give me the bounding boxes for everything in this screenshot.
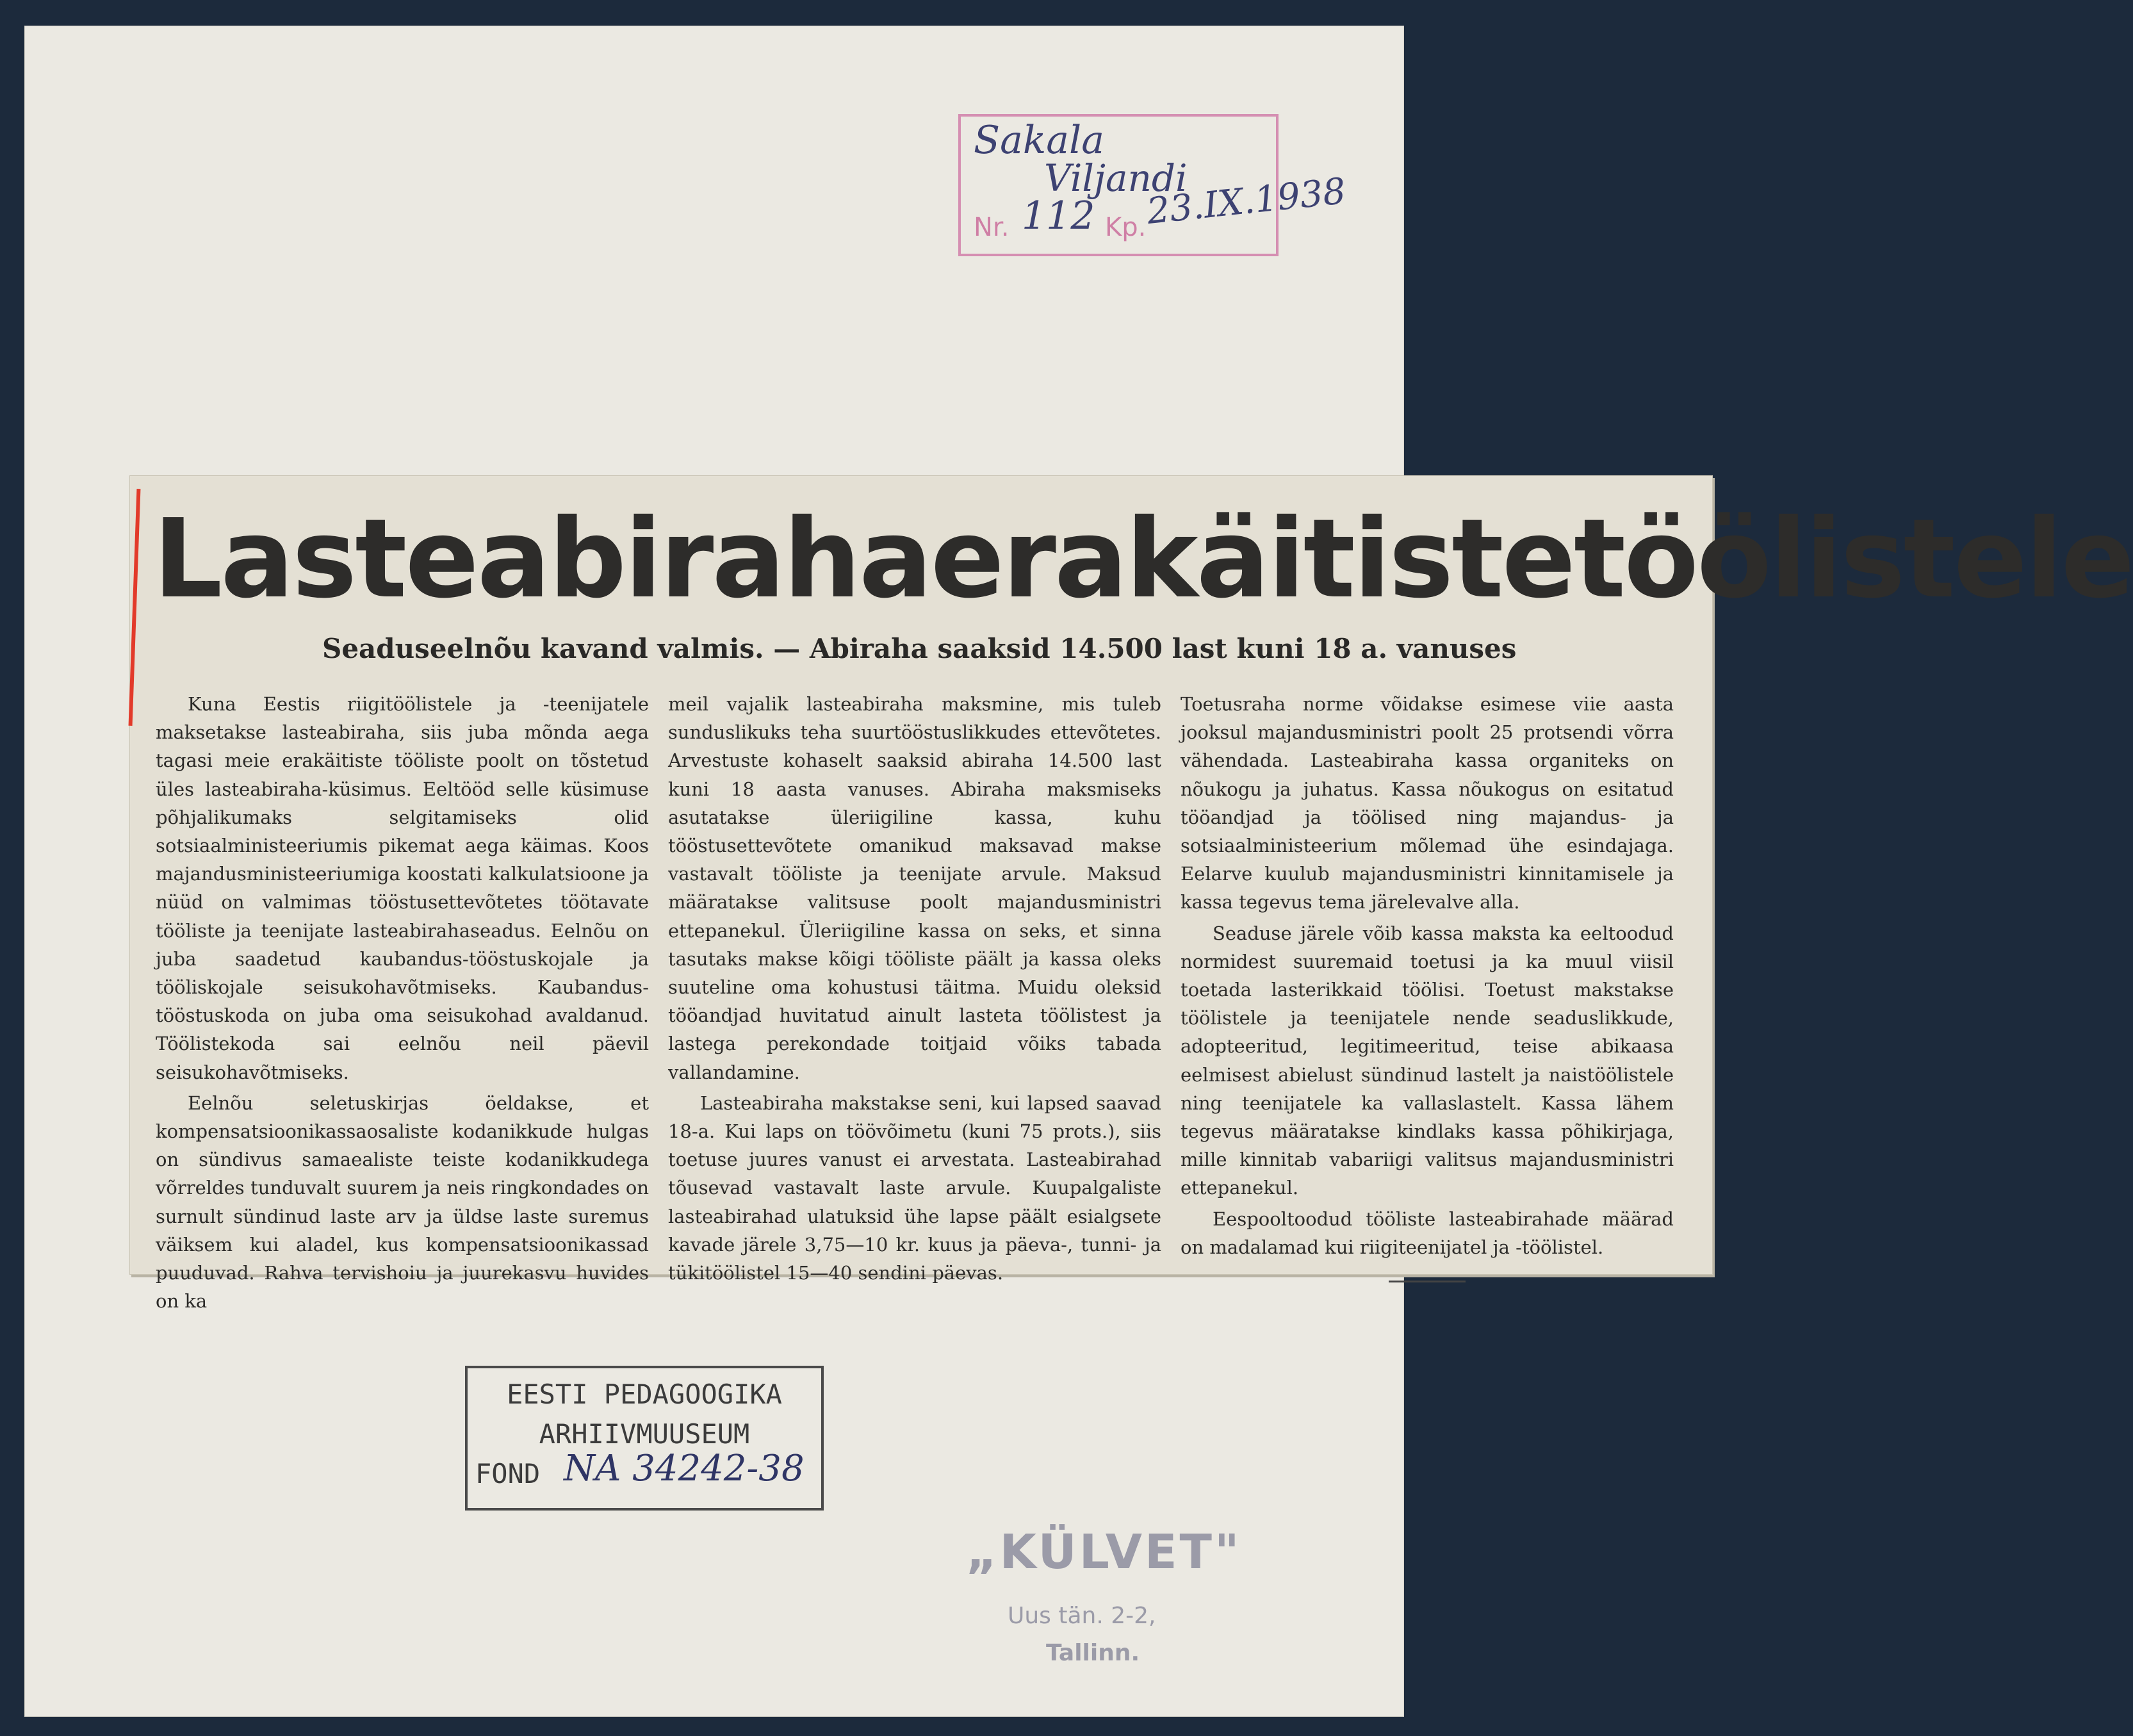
- kp-label: Kp.: [1105, 213, 1147, 242]
- article-column-1: [156, 690, 649, 1313]
- source-stamp: [958, 114, 1348, 256]
- handwritten-newspaper: Sakala: [974, 118, 1104, 163]
- fond-value: NA 34242-38: [564, 1448, 805, 1489]
- paragraph: Eelnõu seletuskirjas öeldakse, et kompensatsioonikassaosaliste kodanikkude hulgas on sündivus samaealiste teiste kodanikkudega võrreldes tunduvalt suurem ja neis ringkondades on surnult sündinud laste arv ja üldse laste suremus väiksem kui aladel, kus kompensatsioonikassad puuduvad. Rahva tervishoiu ja juurekasvu huvides on ka: [156, 1092, 649, 1313]
- kp-value: 23.IX.1938: [1145, 170, 1348, 233]
- end-rule: [1389, 1281, 1466, 1282]
- archive-stamp: [465, 1366, 824, 1511]
- red-pencil-mark: [129, 489, 141, 726]
- kulvet-stamp-city: Tallinn.: [1046, 1640, 1140, 1666]
- paragraph: Kuna Eestis riigitöölistele ja -teenijatele maksetakse lasteabiraha, siis juba mõnda aega tagasi meie erakäitiste tööliste poolt on tõstetud üles lasteabiraha-küsimus. Eeltööd selle küsimuse põhjalikumaks selgitamiseks olid sotsiaalministeeriumis pikemat aega käimas. Koos majandusministeeriumiga koostati kalkulatsioone ja nüüd on valmimas tööstusettevõtetes töötavate tööliste ja teenijate lasteabirahaseadus. Eelnõu on juba saadetud kaubandus-tööstuskojale ja tööliskojale seisukohavõtmiseks. Kaubandus-tööstuskoda on juba oma seisukohad avaldanud. Töölistekoda sai eelnõu neil päevil seisukohavõtmiseks.: [156, 693, 649, 1083]
- nr-label: Nr.: [974, 213, 1009, 242]
- paragraph: Toetusraha norme võidakse esimese viie aasta jooksul majandusministri poolt 25 protsendi võrra vähendada. Lasteabiraha kassa organiteks on nõukogu ja juhatus. Kassa nõukogus on esitatud tööandjad ja töölised ning majandus- ja sotsiaalministeerium mõlemad ühe esindajaga. Eelarve kuulub majandusministri kinnitamisele ja kassa tegevus tema järelevalve alla.: [1181, 693, 1674, 913]
- handwritten-city: Viljandi: [1044, 156, 1188, 200]
- paragraph: Lasteabiraha makstakse seni, kui lapsed saavad 18-a. Kui laps on töövõimetu (kuni 75 prots.), siis toetuse juures vanust ei arvestata. Lasteabirahad tõusevad vastavalt laste arvule. Kuupalgaliste lasteabirahad ulatuksid ühe lapse päält esialgsete kavade järele 3,75—10 kr. kuus ja päeva-, tunni- ja tükitöölistel 15—40 sendini päevas.: [668, 1092, 1161, 1284]
- archive-line-1: EESTI PEDAGOOGIKA: [507, 1379, 782, 1410]
- headline-word: töölistele: [1573, 496, 2133, 623]
- headline-word: erakäitiste: [930, 496, 1574, 623]
- kulvet-stamp-address: Uus tän. 2-2,: [1008, 1603, 1156, 1629]
- paragraph: Eespooltoodud tööliste lasteabirahade määrad on madalamad kui riigiteenijatel ja -töölistel.: [1181, 1208, 1674, 1258]
- article-subheadline: Seaduseelnõu kavand valmis. — Abiraha saaksid 14.500 last kuni 18 a. vanuses: [322, 633, 1517, 664]
- newspaper-clipping: [129, 475, 2133, 1313]
- archive-line-2: ARHIIVMUUSEUM: [539, 1418, 750, 1450]
- article-column-3: [1181, 690, 1674, 1266]
- fond-label: FOND: [475, 1458, 541, 1489]
- paragraph: Seaduse järele võib kassa maksta ka eeltoodud normidest suuremaid toetusi ja ka muul viisil toetada lasterikkaid töölisi. Toetust makstakse töölistele ja teenijatele nende seaduslikkude, adopteeritud, legitimeeritud, teise abikaasa eelmisest abielust sündinud lastelt ja naistöölistele ning teenijatele ka vallaslastelt. Kassa lähem tegevus määratakse kindlaks kassa põhikirjaga, mille kinnitab vabariigi valitsus majandusministri ettepanekul.: [1181, 922, 1674, 1199]
- nr-value: 112: [1022, 193, 1095, 238]
- headline-word: Lasteabiraha: [153, 496, 931, 623]
- paragraph: meil vajalik lasteabiraha maksmine, mis tuleb sunduslikuks teha suurtööstuslikkudes ettevõtetes. Arvestuste kohaselt saaksid abiraha 14.500 last kuni 18 aasta vanuses. Abiraha maksmiseks asutatakse üleriigiline kassa, kuhu tööstusettevõtete omanikud maksavad makse vastavalt tööliste ja teenijate arvule. Maksud määratakse valitsuse poolt majandusministri ettepanekul. Üleriigiline kassa on seks, et sinna tasutaks makse kõigi tööliste päält ja kassa oleks suuteline oma kohustusi täitma. Muidu oleksid tööandjad huvitatud ainult lasteta töölistest ja lastega perekondade toitjaid võiks tabada vallandamine.: [668, 693, 1161, 1083]
- article-columns: [156, 690, 1699, 1313]
- article-headline: [153, 495, 2133, 623]
- article-column-2: [668, 690, 1161, 1284]
- kulvet-stamp-name: „KÜLVET": [966, 1525, 1242, 1580]
